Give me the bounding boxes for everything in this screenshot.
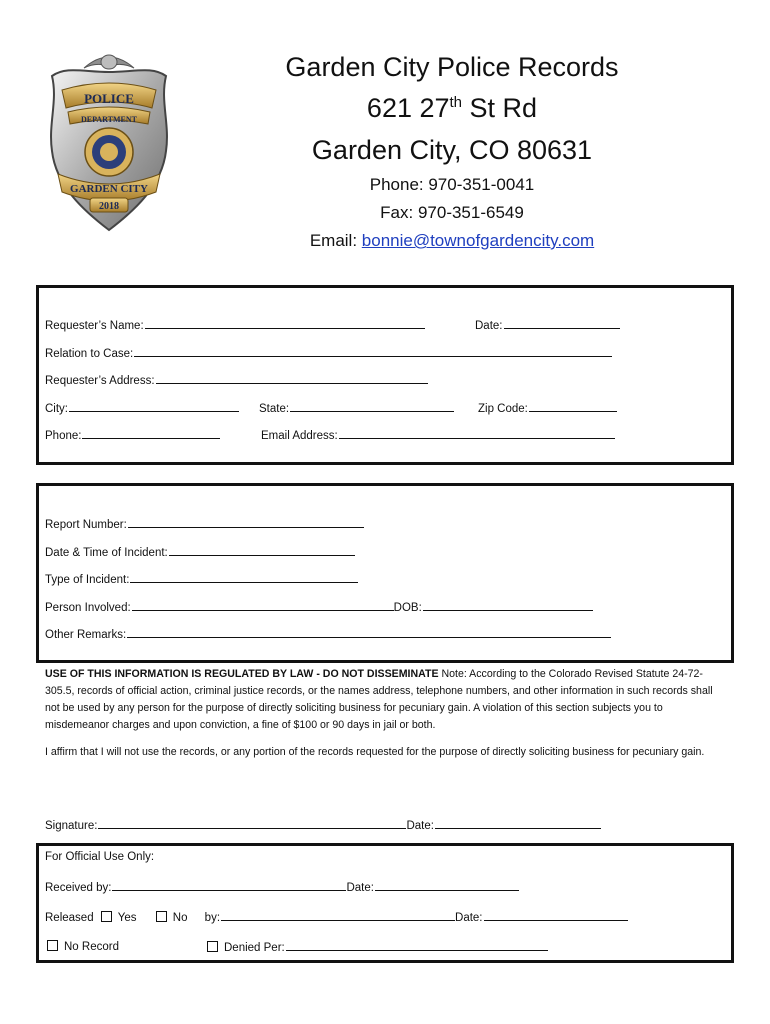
zip-field[interactable]	[529, 401, 617, 412]
incident-datetime-field[interactable]	[169, 545, 355, 556]
signature-label: Signature:	[45, 820, 98, 832]
address-superscript: th	[449, 94, 463, 111]
zip-label: Zip Code:	[478, 403, 528, 415]
no-checkbox[interactable]	[156, 911, 167, 922]
incident-type-row	[45, 572, 358, 586]
requester-name-field[interactable]	[145, 318, 425, 329]
requester-date-field[interactable]	[504, 318, 620, 329]
address-field[interactable]	[156, 373, 428, 384]
address-line	[270, 93, 634, 124]
signature-row	[45, 818, 601, 832]
legal-notice	[45, 666, 725, 734]
city-field[interactable]	[69, 401, 239, 412]
badge-year-text: 2018	[99, 201, 119, 212]
city-row	[45, 401, 239, 415]
email-row	[261, 428, 615, 442]
report-number-field[interactable]	[128, 517, 364, 528]
email-address-label: Email Address:	[261, 430, 338, 442]
received-row	[45, 880, 519, 894]
phone-row	[45, 428, 220, 442]
fax-line: Fax: 970-351-6549	[380, 203, 524, 222]
relation-field[interactable]	[134, 346, 612, 357]
no-record-row	[47, 940, 119, 953]
released-by-field[interactable]	[221, 910, 455, 921]
address-number: 621 27	[366, 93, 450, 123]
requester-date-label: Date:	[475, 320, 503, 332]
state-row	[259, 401, 454, 415]
released-date-field[interactable]	[484, 910, 628, 921]
denied-field[interactable]	[286, 940, 548, 951]
report-number-row	[45, 517, 364, 531]
badge-middle-text: DEPARTMENT	[80, 115, 138, 124]
legal-notice-heading: USE OF THIS INFORMATION IS REGULATED BY LAW - DO NOT DISSEMINATE	[45, 668, 439, 680]
report-number-label: Report Number:	[45, 519, 127, 531]
phone-field[interactable]	[82, 428, 220, 439]
dob-label: DOB:	[393, 602, 422, 614]
person-involved-label: Person Involved:	[45, 602, 131, 614]
received-field[interactable]	[112, 880, 346, 891]
phone-line: Phone: 970-351-0041	[369, 175, 535, 194]
remarks-label: Other Remarks:	[45, 629, 127, 641]
city-label: City:	[45, 403, 68, 415]
incident-datetime-label: Date & Time of Incident:	[45, 547, 168, 559]
released-label: Released	[45, 912, 94, 924]
remarks-row	[45, 627, 611, 641]
released-row	[45, 910, 628, 924]
requester-date-row	[475, 318, 620, 332]
email-line	[270, 231, 634, 251]
address-label: Requester’s Address:	[45, 375, 155, 387]
zip-row	[478, 401, 617, 415]
page-title: Garden City Police Records	[285, 52, 619, 82]
relation-row	[45, 346, 612, 360]
badge-bottom-text: GARDEN CITY	[70, 183, 148, 195]
received-date-label: Date:	[346, 882, 374, 894]
incident-type-field[interactable]	[130, 572, 358, 583]
received-date-field[interactable]	[375, 880, 519, 891]
person-involved-row	[45, 600, 593, 614]
received-label: Received by:	[45, 882, 112, 894]
address-row	[45, 373, 428, 387]
email-link[interactable]: bonnie@townofgardencity.com	[361, 231, 595, 250]
released-date-label: Date:	[455, 912, 483, 924]
state-label: State:	[259, 403, 290, 415]
remarks-field[interactable]	[127, 627, 611, 638]
state-field[interactable]	[290, 401, 454, 412]
signature-date-label: Date:	[406, 820, 434, 832]
city-line: Garden City, CO 80631	[311, 135, 593, 165]
address-street: St Rd	[462, 93, 538, 123]
incident-datetime-row	[45, 545, 355, 559]
legal-notice-text: Note: According to the Colorado Revised Statute 24-72-305.5, records of official action, criminal justice records, or the names address, telephone numbers, and other information in such records shall not be used by any person for the purpose of directly soliciting business for pecuniary gain. A violation of this section subjects you to misdemeanor charges and upon conviction, a fine of $100 or 90 days in jail or both.	[45, 668, 713, 731]
denied-checkbox[interactable]	[207, 941, 218, 952]
signature-date-field[interactable]	[435, 818, 601, 829]
badge-top-text: POLICE	[84, 91, 134, 106]
police-badge-logo	[44, 46, 174, 232]
phone-label: Phone:	[45, 430, 82, 442]
denied-row	[207, 940, 548, 954]
yes-label: Yes	[117, 912, 137, 924]
by-label: by:	[204, 912, 221, 924]
no-record-checkbox[interactable]	[47, 940, 58, 951]
email-label: Email:	[309, 231, 362, 250]
requester-name-row	[45, 318, 425, 332]
relation-label: Relation to Case:	[45, 348, 134, 360]
no-record-label: No Record	[64, 941, 119, 953]
signature-field[interactable]	[98, 818, 406, 829]
requester-name-label: Requester’s Name:	[45, 320, 144, 332]
official-heading: For Official Use Only:	[45, 851, 155, 863]
dob-field[interactable]	[423, 600, 593, 611]
incident-type-label: Type of Incident:	[45, 574, 130, 586]
email-address-field[interactable]	[339, 428, 615, 439]
yes-checkbox[interactable]	[101, 911, 112, 922]
denied-label: Denied Per:	[224, 942, 285, 954]
no-label: No	[172, 912, 188, 924]
person-involved-field[interactable]	[132, 600, 394, 611]
affirmation-text: I affirm that I will not use the records, or any portion of the records requested for the purpose of directly soliciting business for pecuniary gain.	[45, 746, 705, 758]
